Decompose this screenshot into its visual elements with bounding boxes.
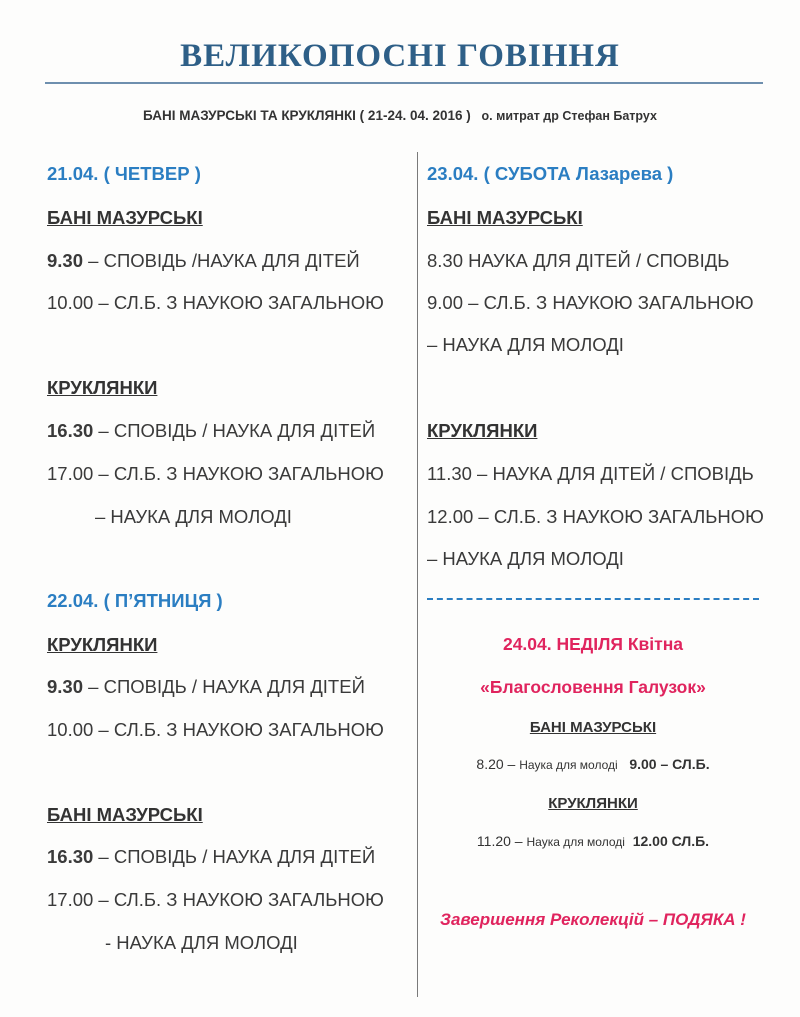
place-heading: КРУКЛЯНКИ	[47, 377, 158, 398]
schedule-line: - НАУКА ДЛЯ МОЛОДІ	[105, 932, 298, 953]
schedule-line: 9.00 – СЛ.Б. З НАУКОЮ ЗАГАЛЬНОЮ	[427, 292, 754, 313]
schedule-line: 17.00 – СЛ.Б. З НАУКОЮ ЗАГАЛЬНОЮ	[47, 463, 384, 484]
place-heading: БАНІ МАЗУРСЬКІ	[47, 804, 203, 825]
day-heading-saturday: 23.04. ( СУБОТА Лазарева )	[427, 163, 674, 184]
day-heading-thursday: 21.04. ( ЧЕТВЕР )	[47, 163, 201, 184]
feast-title: «Благословення Галузок»	[480, 677, 706, 697]
schedule-line: 10.00 – СЛ.Б. З НАУКОЮ ЗАГАЛЬНОЮ	[47, 292, 384, 313]
title-underline	[45, 82, 763, 84]
schedule-line: – НАУКА ДЛЯ МОЛОДІ	[95, 506, 292, 527]
place-heading: БАНІ МАЗУРСЬКІ	[529, 719, 657, 736]
schedule-line: 12.00 – СЛ.Б. З НАУКОЮ ЗАГАЛЬНОЮ	[427, 506, 764, 527]
place-heading: КРУКЛЯНКИ	[548, 795, 638, 812]
day-heading-friday: 22.04. ( П’ЯТНИЦЯ )	[47, 590, 223, 611]
subtitle-priest: о. митрат др Стефан Батрух	[481, 109, 657, 123]
dashed-separator	[427, 598, 759, 600]
subtitle	[0, 108, 800, 123]
schedule-line: 10.00 – СЛ.Б. З НАУКОЮ ЗАГАЛЬНОЮ	[47, 719, 384, 740]
schedule-line: – НАУКА ДЛЯ МОЛОДІ	[427, 334, 624, 355]
place-heading: КРУКЛЯНКИ	[47, 634, 158, 655]
place-heading: КРУКЛЯНКИ	[427, 420, 538, 441]
subtitle-main: БАНІ МАЗУРСЬКІ ТА КРУКЛЯНКІ ( 21-24. 04. 2016 )	[143, 108, 471, 123]
schedule-line: 16.30 – СПОВІДЬ / НАУКА ДЛЯ ДІТЕЙ	[47, 420, 376, 441]
schedule-line: 9.30 – СПОВІДЬ /НАУКА ДЛЯ ДІТЕЙ	[47, 250, 360, 271]
place-heading: БАНІ МАЗУРСЬКІ	[427, 207, 583, 228]
schedule-line: 8.20 – Наука для молоді 9.00 – СЛ.Б.	[476, 756, 710, 772]
schedule-line: 11.20 – Наука для молоді 12.00 СЛ.Б.	[476, 833, 710, 849]
schedule-line: 8.30 НАУКА ДЛЯ ДІТЕЙ / СПОВІДЬ	[427, 250, 730, 271]
column-divider	[417, 152, 418, 997]
place-heading: БАНІ МАЗУРСЬКІ	[47, 207, 203, 228]
page-title: ВЕЛИКОПОСНІ ГОВІННЯ	[180, 38, 620, 74]
schedule-line: 11.30 – НАУКА ДЛЯ ДІТЕЙ / СПОВІДЬ	[427, 463, 754, 484]
closing-note: Завершення Реколекцій – ПОДЯКА !	[440, 910, 746, 929]
schedule-line: 16.30 – СПОВІДЬ / НАУКА ДЛЯ ДІТЕЙ	[47, 846, 376, 867]
schedule-line: 9.30 – СПОВІДЬ / НАУКА ДЛЯ ДІТЕЙ	[47, 676, 365, 697]
schedule-line: 17.00 – СЛ.Б. З НАУКОЮ ЗАГАЛЬНОЮ	[47, 889, 384, 910]
day-heading-sunday: 24.04. НЕДІЛЯ Квітна	[502, 634, 684, 654]
schedule-line: – НАУКА ДЛЯ МОЛОДІ	[427, 548, 624, 569]
